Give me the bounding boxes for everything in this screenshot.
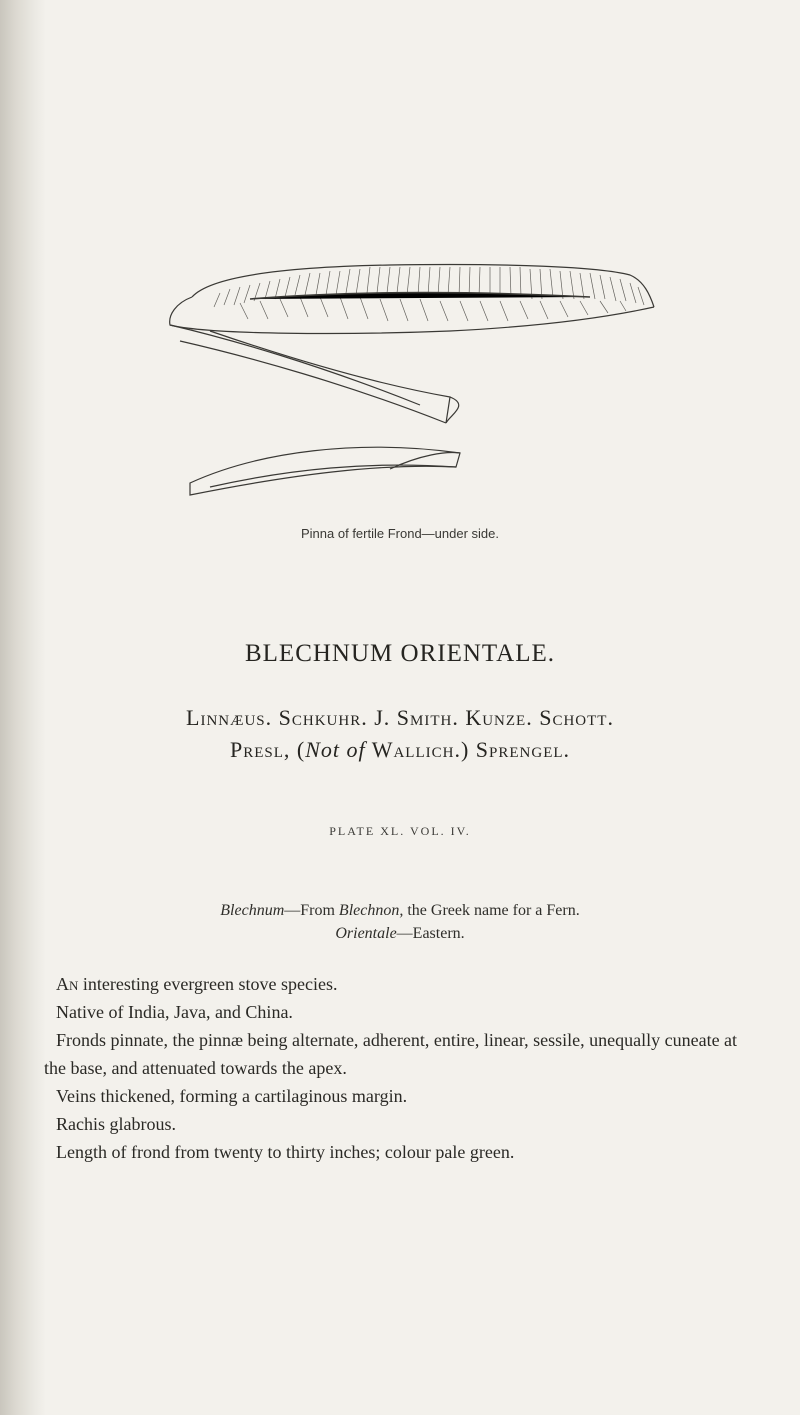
etymology-genus bbox=[0, 902, 800, 920]
genus-source: Blechnon, bbox=[338, 902, 404, 919]
authorities-line-2 bbox=[0, 737, 800, 763]
species-rest: —Eastern. bbox=[396, 925, 465, 942]
figure-caption: Pinna of fertile Frond—under side. bbox=[301, 526, 499, 541]
description-rachis: Rachis glabrous. bbox=[56, 1114, 176, 1134]
description-fronds: Fronds pinnate, the pinnæ being alternate, adherent, entire, linear, sessile, unequally cuneate at the base, and attenuated towards the apex. bbox=[44, 1030, 738, 1078]
description-paragraph bbox=[44, 970, 744, 998]
authorities-line-1: Linnæus. Schkuhr. J. Smith. Kunze. Schott. bbox=[186, 705, 614, 730]
genus-dash: —From bbox=[284, 902, 339, 919]
description-length: Length of frond from twenty to thirty inches; colour pale green. bbox=[56, 1142, 515, 1162]
etymology-species bbox=[0, 925, 800, 943]
description-native: Native of India, Java, and China. bbox=[56, 1002, 293, 1022]
description-veins: Veins thickened, forming a cartilaginous margin. bbox=[56, 1086, 408, 1106]
species-description bbox=[44, 970, 744, 1166]
authorities-presl: Presl, ( bbox=[229, 737, 306, 762]
description-p1-rest: interesting evergreen stove species. bbox=[78, 974, 338, 994]
authorities-rest: Wallich.) Sprengel. bbox=[365, 737, 571, 762]
plate-reference: PLATE XL. VOL. IV. bbox=[329, 824, 471, 838]
species-name: Orientale bbox=[335, 925, 397, 942]
genus-name: Blechnum bbox=[220, 902, 285, 919]
page-title: BLECHNUM ORIENTALE. bbox=[244, 640, 556, 667]
description-lead: An bbox=[56, 974, 79, 994]
fern-pinna-illustration bbox=[150, 255, 670, 515]
genus-rest: the Greek name for a Fern. bbox=[403, 902, 580, 919]
authorities-not-of: Not of bbox=[305, 737, 366, 762]
